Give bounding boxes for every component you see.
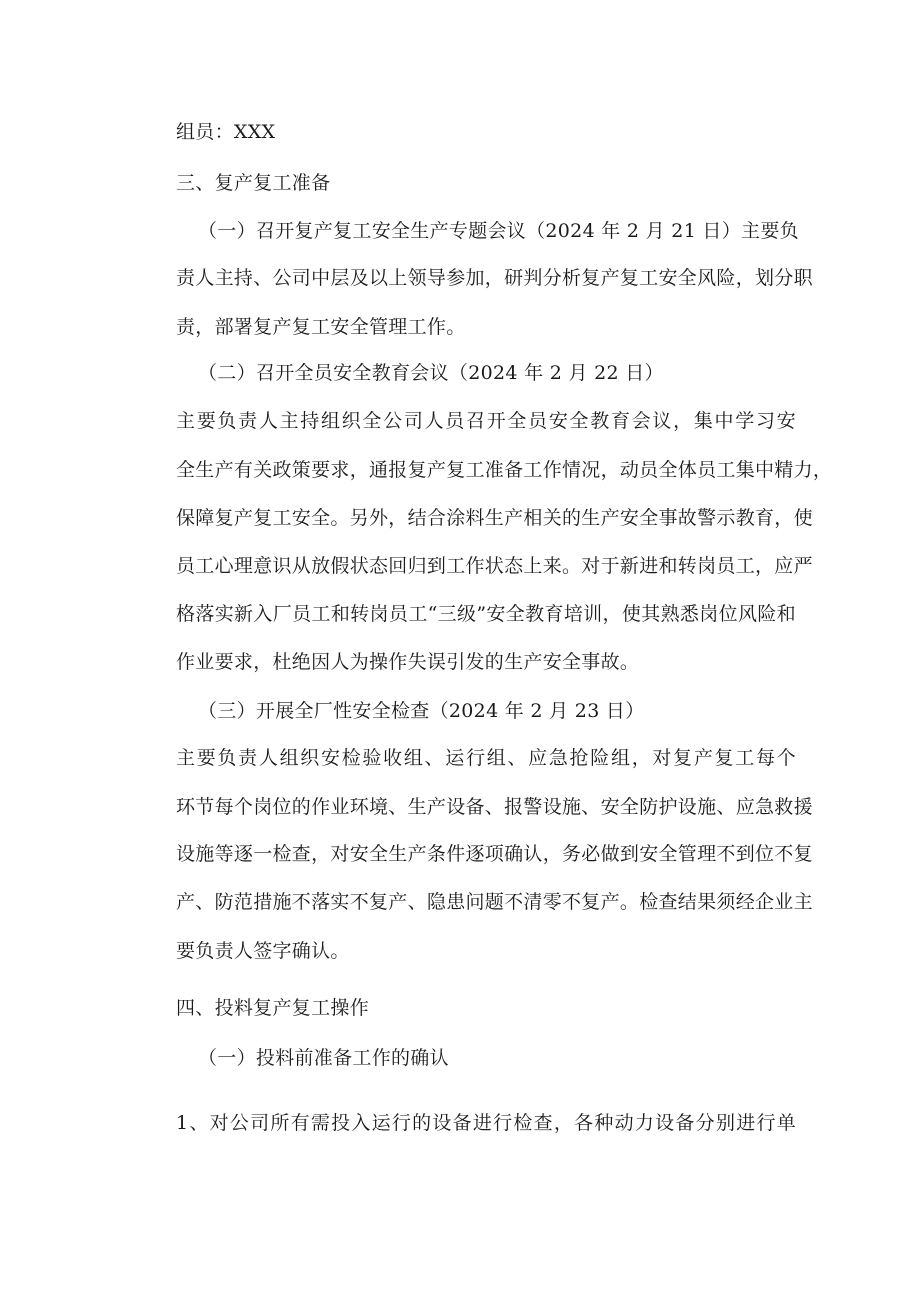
item-2-heading: （二）召开全员安全教育会议（2024 年 2 月 22 日） [198,362,664,384]
item-2-line-5: 格落实新入厂员工和转岗员工“三级”安全教育培训，使其熟悉岗位风险和 [176,603,796,625]
section-4-sub-1: （一）投料前准备工作的确认 [198,1047,449,1069]
members-line: 组员：XXX [176,121,276,143]
item-2-line-4: 员工心理意识从放假状态回归到工作状态上来。对于新进和转岗员工，应严 [176,555,813,577]
item-3-line-1: 主要负责人组织安检验收组、运行组、应急抢险组，对复产复工每个 [176,747,796,769]
item-2-line-1: 主要负责人主持组织全公司人员召开全员安全教育会议，集中学习安 [176,410,796,432]
item-3-line-3: 设施等逐一检查，对安全生产条件逐项确认，务必做到安全管理不到位不复 [176,843,813,865]
section-4-item-1-line-1: 1、对公司所有需投入运行的设备进行检查，各种动力设备分别进行单 [176,1112,796,1134]
item-3-line-2: 环节每个岗位的作业环境、生产设备、报警设施、安全防护设施、应急救援 [176,796,813,818]
item-1-line-3: 责，部署复产复工安全管理工作。 [176,316,466,338]
item-2-line-6: 作业要求，杜绝因人为操作失误引发的生产安全事故。 [176,651,640,673]
section-3-heading: 三、复产复工准备 [176,172,331,194]
section-4-heading: 四、投料复产复工操作 [176,997,370,1019]
item-3-heading: （三）开展全厂性安全检查（2024 年 2 月 23 日） [198,700,645,722]
item-2-line-3: 保障复产复工安全。另外，结合涂料生产相关的生产安全事故警示教育，使 [176,507,813,529]
item-1-line-1: （一）召开复产复工安全生产专题会议（2024 年 2 月 21 日）主要负 [198,220,799,242]
item-1-line-2: 责人主持、公司中层及以上领导参加，研判分析复产复工安全风险，划分职 [176,267,813,289]
item-3-line-4: 产、防范措施不落实不复产、隐患问题不清零不复产。检查结果须经企业主 [176,891,813,913]
item-3-line-5: 要负责人签字确认。 [176,940,350,962]
item-2-line-2: 全生产有关政策要求，通报复产复工准备工作情况，动员全体员工集中精力， [176,459,833,481]
